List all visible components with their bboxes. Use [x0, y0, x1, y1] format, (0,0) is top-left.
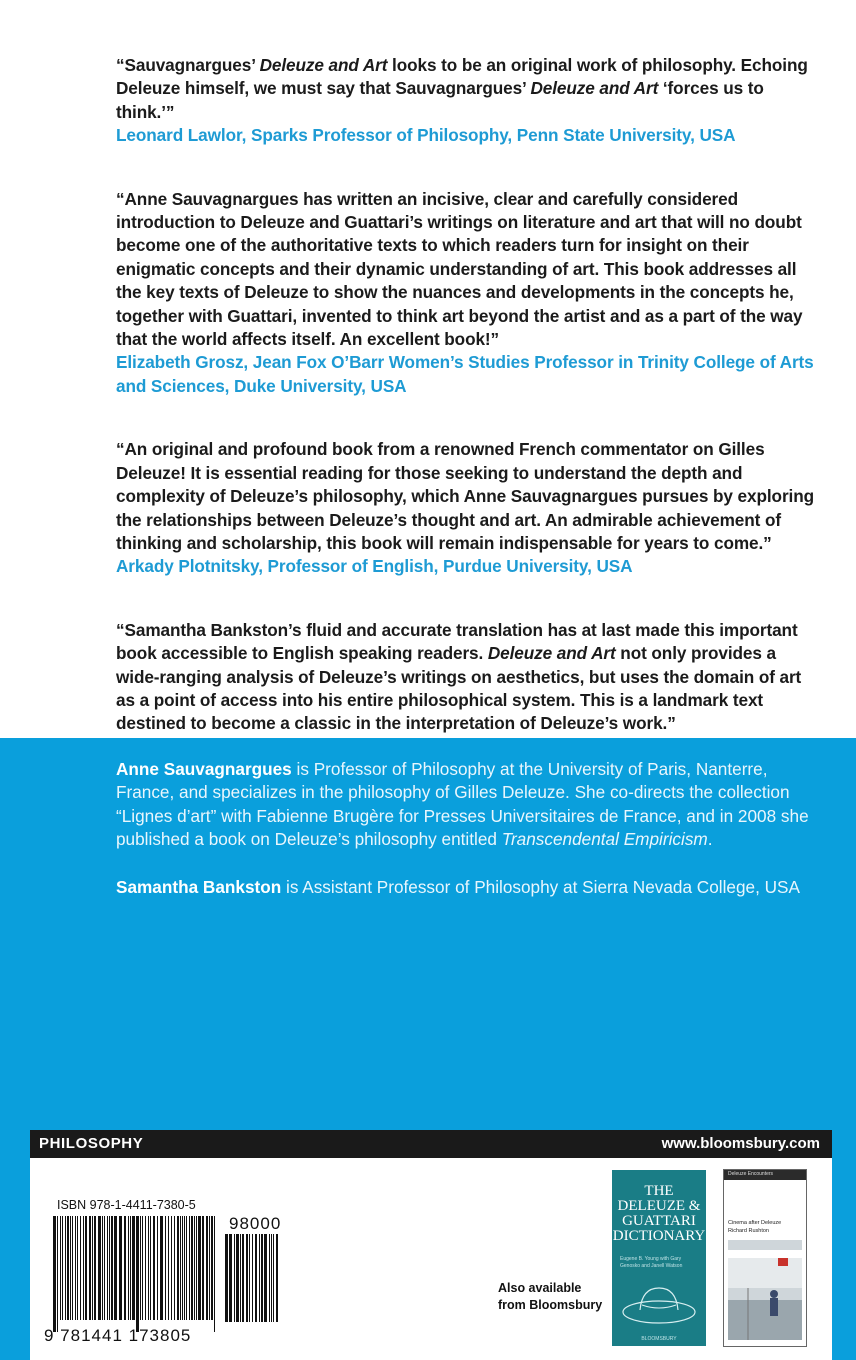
barcode-bar	[209, 1216, 210, 1320]
subject-label: PHILOSOPHY	[39, 1135, 144, 1152]
endorsement-grosz	[116, 188, 816, 399]
book-author: Richard Rushton	[728, 1228, 769, 1234]
author-bio: Anne Sauvagnargues is Professor of Philosophy at the University of Paris, Nanterre, France, and specializes in the philosophy of Gilles Deleuze. She co-directs the collection “Lignes d’art” with Fabienne Brugère for Presses Universitaires de France, and in 2008 she published a book on Deleuze’s philosophy entitled Transcendental Empiricism.	[116, 759, 809, 850]
endorsements	[116, 54, 816, 799]
barcode-bar	[234, 1234, 235, 1322]
hat-icon	[618, 1278, 700, 1328]
author-book-title: Transcendental Empiricism	[501, 829, 708, 850]
book-authors: Eugene B. Young with Gary Genosko and Janell Watson	[620, 1256, 683, 1269]
subject-bar	[30, 1130, 832, 1158]
author-name: Anne Sauvagnargues	[116, 759, 292, 779]
barcode-bar	[130, 1216, 131, 1320]
barcode-bar	[271, 1234, 272, 1322]
barcode-bar	[196, 1216, 197, 1320]
barcode-bar	[132, 1216, 135, 1320]
barcode-bar	[85, 1216, 87, 1320]
barcode-bar	[229, 1234, 232, 1322]
barcode-bar	[104, 1216, 105, 1320]
barcode-bar	[83, 1216, 84, 1320]
quote-attribution: Leonard Lawlor, Sparks Professor of Philosophy, Penn State University, USA	[116, 125, 736, 146]
barcode-bar	[255, 1234, 257, 1322]
book-title: THE DELEUZE & GUATTARI DICTIONARY	[612, 1183, 706, 1244]
barcode-bar	[65, 1216, 66, 1320]
also-available: Also available from Bloomsbury	[498, 1281, 603, 1312]
barcode-bar	[98, 1216, 101, 1320]
barcode-bar	[153, 1216, 155, 1320]
barcode-bar	[177, 1216, 179, 1320]
quote-attribution: Arkady Plotnitsky, Professor of English, Purdue University, USA	[116, 556, 633, 577]
barcode-bar	[75, 1216, 76, 1320]
barcode-bar	[249, 1234, 250, 1322]
barcode-bar	[107, 1216, 108, 1320]
barcode-bar	[94, 1216, 96, 1320]
translator-name: Samantha Bankston	[116, 876, 282, 897]
barcode-bar	[119, 1216, 122, 1320]
quote-text: “Sauvagnargues’ Deleuze and Art looks to be an original work of philosophy. Echoing Deleuze himself, we must say that Sauvagnargues’ Deleuze and Art ‘forces us to think.’”	[116, 55, 808, 122]
addon-barcode-icon	[224, 1234, 282, 1322]
addon-number: 98000	[229, 1214, 282, 1233]
barcode-bar	[191, 1216, 193, 1320]
barcode-bar	[242, 1234, 244, 1322]
barcode-bar	[202, 1216, 204, 1320]
book-title: Cinema after Deleuze	[728, 1220, 782, 1226]
barcode-bar	[261, 1234, 263, 1322]
barcode-bar	[180, 1216, 181, 1320]
isbn-text: ISBN 978-1-4411-7380-5	[57, 1198, 196, 1212]
barcode-bar	[189, 1216, 190, 1320]
barcode-bar	[273, 1234, 274, 1322]
book-series: Deleuze Encounters	[728, 1171, 774, 1177]
quote-text: “Samantha Bankston’s fluid and accurate translation has at last made this important book accessible to English speaking readers. Deleuze and Art not only provides a wide-ranging analysis of Deleuze’s writings on aesthetics, but uses the domain of art as a point of access into his entire philosophical system. This is a landmark text destined to become a classic in the interpretation of Deleuze’s work.”	[116, 619, 802, 734]
quote-text: “Anne Sauvagnargues has written an incisive, clear and carefully considered introduction to Deleuze and Guattari’s writings on literature and art that will no doubt become one of the authoritative texts to which readers turn for insight on their enigmatic concepts and their dynamic understanding of art. This book addresses all the key texts of Deleuze to show the nuances and developments in the concepts he, together with Guattari, invented to think art beyond the artist and as a part of the way that the world affects itself. An excellent book!”	[116, 188, 803, 350]
barcode-bar	[72, 1216, 73, 1320]
barcode-bar	[214, 1216, 215, 1332]
barcode-bar	[145, 1216, 146, 1320]
barcode-bar	[53, 1216, 56, 1332]
barcode-icon	[52, 1216, 218, 1332]
barcode-bar	[111, 1216, 113, 1320]
barcode-bar	[92, 1216, 93, 1320]
barcode-bar	[60, 1216, 61, 1320]
barcode-bar	[236, 1234, 239, 1322]
quote-attribution: Elizabeth Grosz, Jean Fox O’Barr Women’s Studies Professor in Trinity College of Arts and Sciences, Duke University, USA	[116, 352, 814, 396]
barcode-bar	[80, 1216, 81, 1320]
barcode-bar	[269, 1234, 270, 1322]
barcode-bar	[67, 1216, 69, 1320]
barcode-bar	[182, 1216, 183, 1320]
quote-text: “An original and profound book from a renowned French commentator on Gilles Deleuze! It is essential reading for those seeking to understand the depth and complexity of Deleuze’s philosophy, which Anne Sauvagnargues pursues by exploring the relationships between Deleuze’s thought and art. An admirable achievement of thinking and scholarship, this book will remain indispensable for years to come.”	[116, 439, 815, 553]
barcode-bar	[128, 1216, 129, 1320]
barcode-bar	[157, 1216, 158, 1320]
barcode-bar	[240, 1234, 241, 1322]
barcode-bar	[140, 1216, 141, 1320]
barcode-bar	[246, 1234, 248, 1322]
barcode-bar	[77, 1216, 78, 1320]
barcode-bar	[160, 1216, 163, 1320]
barcode-bar	[114, 1216, 117, 1320]
barcode-bar	[57, 1216, 58, 1332]
barcode-bar	[148, 1216, 149, 1320]
barcode-bar	[142, 1216, 143, 1320]
related-book-dictionary	[612, 1170, 706, 1346]
book-publisher: BLOOMSBURY	[641, 1336, 677, 1342]
related-book-cinema	[724, 1170, 806, 1346]
barcode-bar	[276, 1234, 278, 1322]
author-bios	[116, 758, 816, 923]
barcode-bar	[259, 1234, 260, 1322]
barcode-bar	[168, 1216, 169, 1320]
barcode-bar	[150, 1216, 151, 1320]
film-still-icon	[728, 1240, 802, 1340]
barcode-bar	[198, 1216, 201, 1320]
translator-bio: Samantha Bankston is Assistant Professor of Philosophy at Sierra Nevada College, USA	[116, 876, 800, 897]
barcode-bar	[194, 1216, 195, 1320]
endorsement-lawlor	[116, 54, 816, 148]
barcode-bar	[186, 1216, 187, 1320]
barcode-bar	[206, 1216, 208, 1320]
barcode-bar	[70, 1216, 71, 1320]
barcode-bar	[165, 1216, 166, 1320]
publisher-url[interactable]: www.bloomsbury.com	[661, 1135, 820, 1152]
barcode-bar	[171, 1216, 172, 1320]
barcode-bar	[136, 1216, 139, 1332]
barcode-bar	[124, 1216, 126, 1320]
barcode-bar	[252, 1234, 253, 1322]
barcode-bar	[264, 1234, 267, 1322]
barcode-digits: 9 781441 173805	[44, 1326, 192, 1345]
endorsement-plotnitsky	[116, 438, 816, 578]
barcode-bar	[211, 1216, 213, 1320]
barcode-bar	[174, 1216, 175, 1320]
barcode-bar	[89, 1216, 91, 1320]
barcode-bar	[184, 1216, 185, 1320]
barcode-bar	[102, 1216, 103, 1320]
barcode-bar	[225, 1234, 228, 1322]
barcode-area	[30, 1158, 832, 1360]
barcode-bar	[109, 1216, 110, 1320]
barcode-bar	[62, 1216, 63, 1320]
